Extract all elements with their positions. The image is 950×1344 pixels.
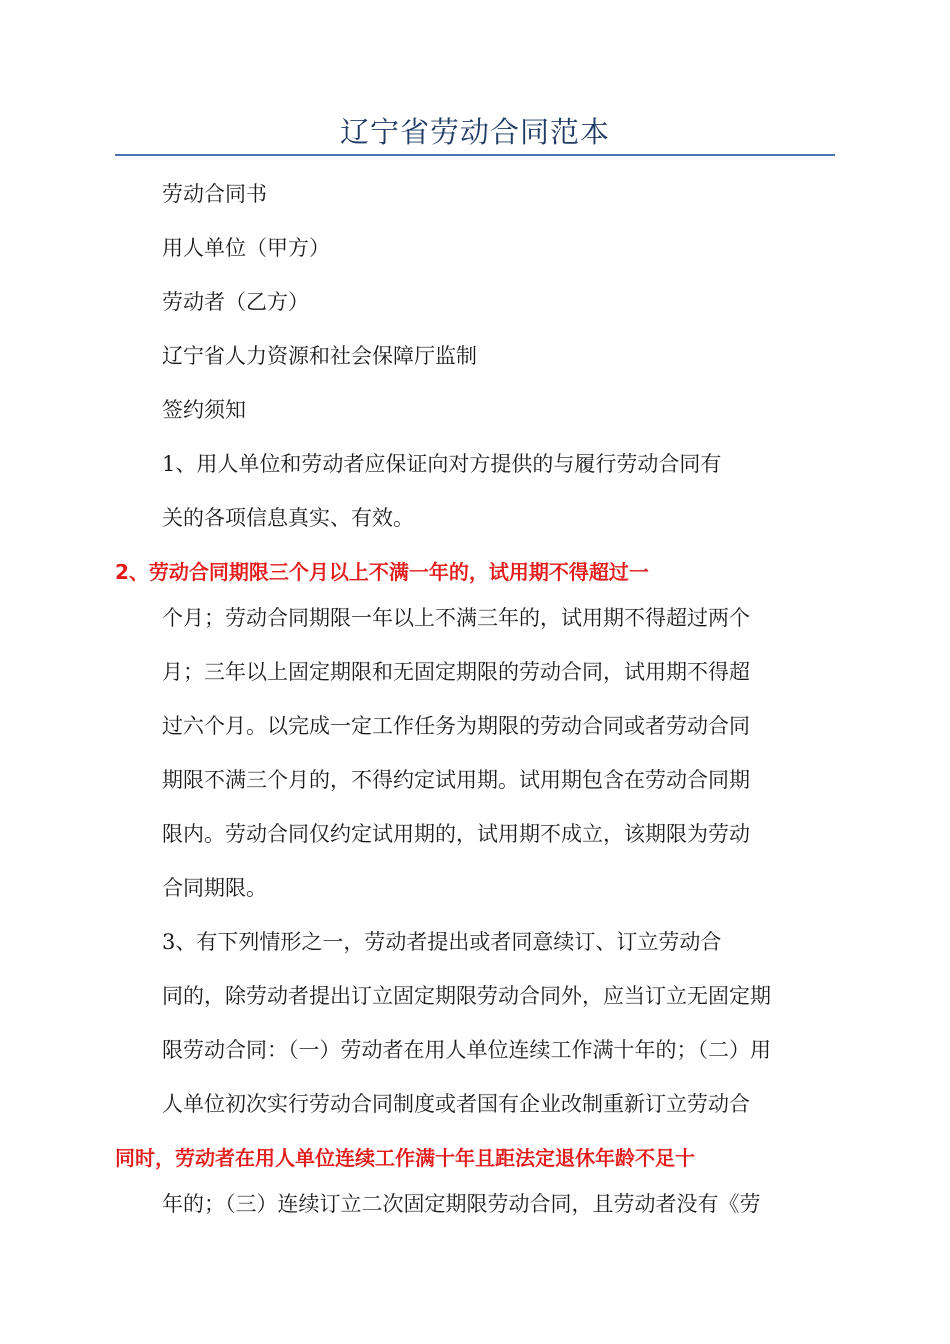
text-line: 期限不满三个月的，不得约定试用期。试用期包含在劳动合同期: [162, 768, 750, 792]
text-line: 辽宁省人力资源和社会保障厅监制: [162, 344, 477, 368]
text-line: 同的，除劳动者提出订立固定期限劳动合同外，应当订立无固定期: [162, 984, 771, 1008]
text-line: 合同期限。: [162, 876, 267, 900]
page-title: 辽宁省劳动合同范本: [339, 115, 610, 149]
text-line: 用人单位（甲方）: [162, 236, 330, 260]
highlighted-text-line: 2、劳动合同期限三个月以上不满一年的，试用期不得超过一: [115, 560, 649, 584]
text-line: 签约须知: [162, 398, 246, 422]
text-line: 个月；劳动合同期限一年以上不满三年的，试用期不得超过两个: [162, 606, 750, 630]
text-line: 限劳动合同：（一）劳动者在用人单位连续工作满十年的；（二）用: [162, 1038, 771, 1062]
text-line: 过六个月。以完成一定工作任务为期限的劳动合同或者劳动合同: [162, 714, 750, 738]
text-line: 限内。劳动合同仅约定试用期的，试用期不成立，该期限为劳动: [162, 822, 750, 846]
highlighted-text-line: 同时，劳动者在用人单位连续工作满十年且距法定退休年龄不足十: [115, 1146, 695, 1170]
text-line: 3、有下列情形之一，劳动者提出或者同意续订、订立劳动合: [162, 930, 722, 954]
text-line: 劳动者（乙方）: [162, 290, 309, 314]
text-line: 人单位初次实行劳动合同制度或者国有企业改制重新订立劳动合: [162, 1092, 750, 1116]
text-line: 关的各项信息真实、有效。: [162, 506, 414, 530]
text-line: 月；三年以上固定期限和无固定期限的劳动合同，试用期不得超: [162, 660, 750, 684]
text-line: 劳动合同书: [162, 182, 267, 206]
text-line: 年的；（三）连续订立二次固定期限劳动合同，且劳动者没有《劳: [162, 1192, 761, 1216]
text-line: 1、用人单位和劳动者应保证向对方提供的与履行劳动合同有: [162, 452, 722, 476]
title-underline: [115, 154, 835, 156]
